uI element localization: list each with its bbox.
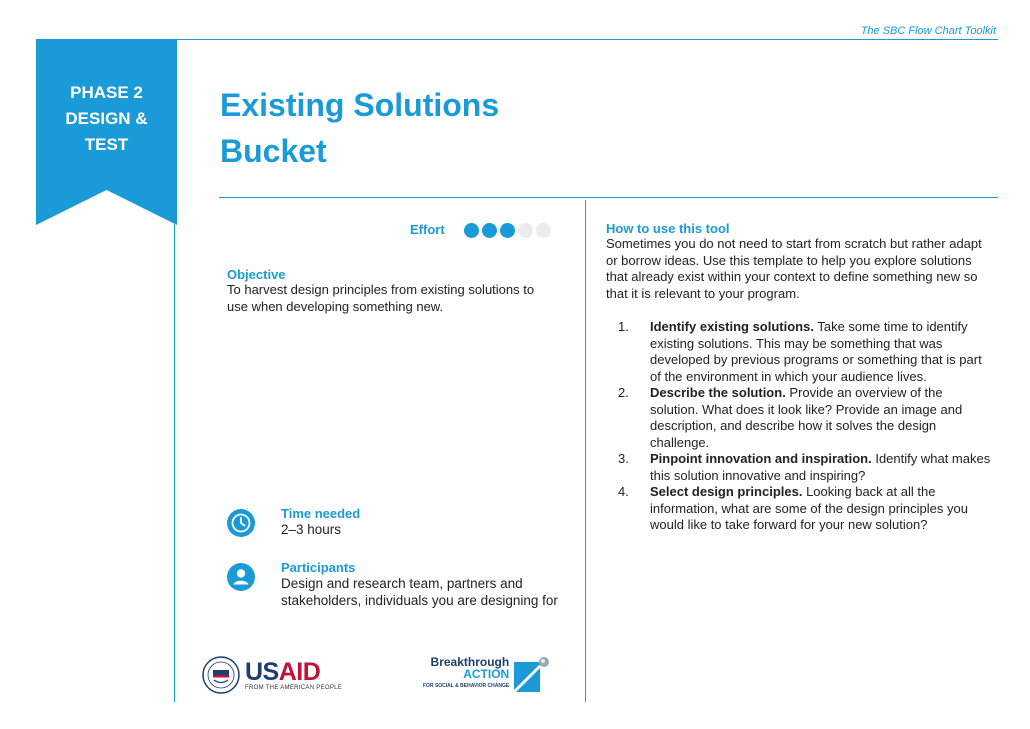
how-to-steps — [618, 319, 993, 534]
step-item — [618, 484, 993, 534]
clock-icon — [227, 509, 255, 537]
effort-dot — [500, 223, 515, 238]
objective-section — [227, 267, 547, 315]
toolkit-title: The SBC Flow Chart Toolkit — [860, 25, 996, 37]
how-to-intro: Sometimes you do not need to start from scratch but rather adapt or borrow ideas. Use this template to help you explore solutions that already exist within your context to define something new so that it is relevant to your program. — [606, 236, 982, 301]
page-title — [220, 82, 580, 174]
page-title-line2: Bucket — [220, 133, 327, 169]
effort-rating — [464, 223, 551, 238]
effort-dot — [536, 223, 551, 238]
how-to-section — [606, 221, 996, 302]
how-to-heading: How to use this tool — [606, 221, 730, 236]
objective-heading: Objective — [227, 267, 286, 282]
breakthrough-action-logo — [423, 656, 552, 694]
step-text: Provide an overview of the solution. What does it look like? Provide an image and description, and describe how it solves the design challenge. — [650, 385, 963, 450]
step-title: Select design principles. — [650, 484, 803, 499]
step-item — [618, 385, 993, 451]
left-divider — [174, 224, 175, 702]
usaid-tagline: FROM THE AMERICAN PEOPLE — [245, 684, 343, 691]
page-title-line1: Existing Solutions — [220, 87, 500, 123]
usaid-wordmark-us: US — [245, 657, 279, 686]
effort-dot — [464, 223, 479, 238]
step-title: Pinpoint innovation and inspiration. — [650, 451, 872, 466]
usaid-seal-icon — [202, 656, 240, 694]
usaid-wordmark — [245, 657, 342, 686]
step-number: 1. — [618, 319, 629, 334]
step-text: Looking back at all the information, what are some of the design principles you would like to take forward for your new solution? — [650, 484, 968, 532]
ba-line3: FOR SOCIAL & BEHAVIOR CHANGE — [423, 683, 510, 689]
effort-dot — [518, 223, 533, 238]
effort-label: Effort — [410, 222, 445, 237]
step-title: Identify existing solutions. — [650, 319, 814, 334]
top-divider — [176, 39, 998, 40]
phase-label-line2: DESIGN & — [65, 109, 148, 128]
step-title: Describe the solution. — [650, 385, 786, 400]
step-number: 4. — [618, 484, 629, 499]
usaid-wordmark-aid: AID — [278, 657, 321, 686]
ba-line1: Breakthrough — [430, 655, 510, 669]
time-needed-text: 2–3 hours — [281, 522, 342, 537]
title-divider — [219, 197, 998, 198]
time-needed-section — [281, 506, 571, 538]
phase-label-line1: PHASE 2 — [70, 83, 143, 102]
step-item — [618, 319, 993, 385]
phase-label — [36, 80, 177, 158]
step-text: Take some time to identify existing solutions. This may be something that was developed by previous programs or something that is part of the environment in which your audience lives. — [650, 319, 982, 384]
phase-label-line3: TEST — [84, 135, 129, 154]
step-item — [618, 451, 993, 484]
usaid-logo — [202, 656, 342, 694]
participants-section — [281, 560, 571, 609]
person-icon — [227, 563, 255, 591]
column-divider — [585, 200, 586, 702]
step-number: 2. — [618, 385, 629, 400]
participants-text: Design and research team, partners and stakeholders, individuals you are designing for — [281, 576, 558, 608]
breakthrough-mark-icon — [512, 656, 552, 694]
participants-heading: Participants — [281, 560, 356, 575]
objective-text: To harvest design principles from existing solutions to use when developing something new. — [227, 282, 535, 314]
time-needed-heading: Time needed — [281, 506, 361, 521]
ba-line2: ACTION — [463, 667, 510, 681]
step-text: Identify what makes this solution innovative and inspiring? — [650, 451, 991, 483]
effort-dot — [482, 223, 497, 238]
step-number: 3. — [618, 451, 629, 466]
